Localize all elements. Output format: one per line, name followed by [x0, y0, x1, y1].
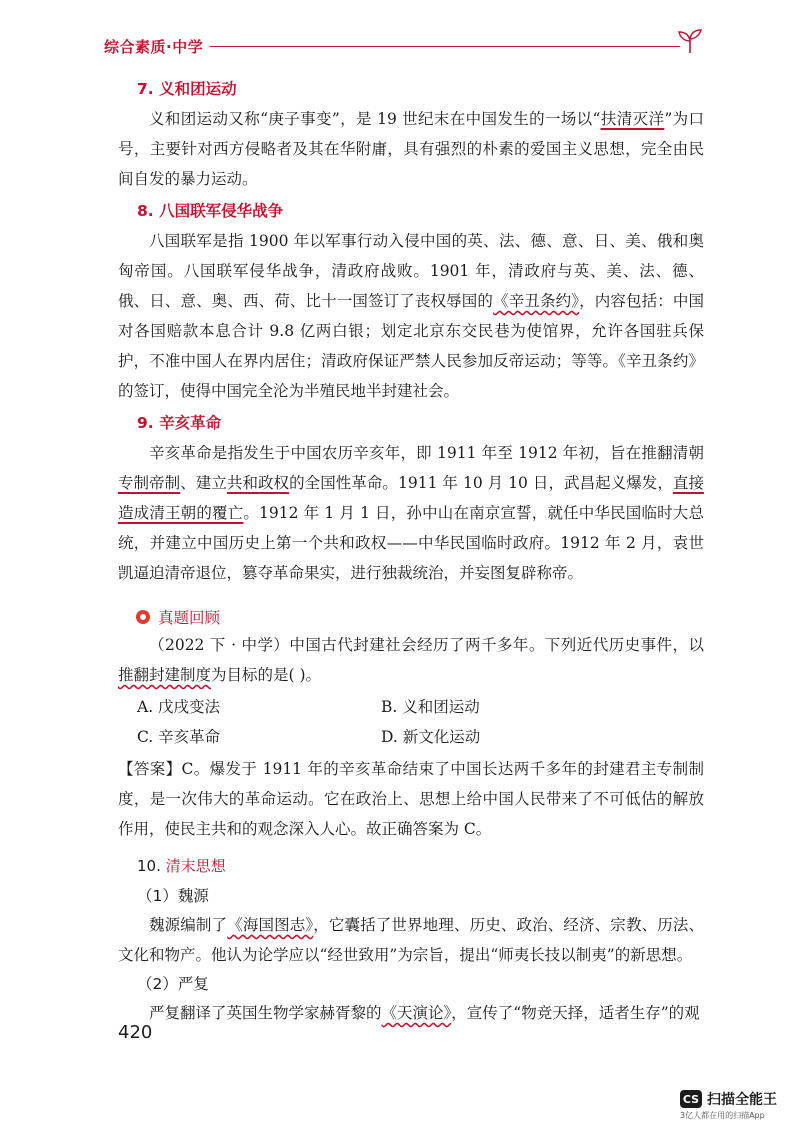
section-9-title: 9. 辛亥革命: [137, 414, 222, 432]
subsection-2-title: （2）严复: [137, 975, 209, 993]
scanner-app-name: 扫描全能王: [707, 1092, 777, 1108]
scanner-watermark: [680, 1089, 777, 1109]
subsection-1-paragraph: 魏源编制了《海国图志》，它囊括了世界地理、历史、政治、经济、宗教、历法、文化和物产。他认为论学应以“经世致用”为宗旨，提出“师夷长技以制夷”的新思想。: [118, 916, 704, 964]
option-c: C. 辛亥革命: [137, 728, 221, 746]
review-icon: [136, 610, 150, 624]
review-answer: 【答案】C。爆发于 1911 年的辛亥革命结束了中国长达两千多年的封建君主专制制度，是一次伟大的革命运动。它在政治上、思想上给中国人民带来了不可低估的解放作用，使民主共和的观念深入人心。故正确答案为 C。: [118, 760, 704, 838]
header-title: 综合素质·中学: [104, 38, 204, 56]
section-8-paragraph: 八国联军是指 1900 年以军事行动入侵中国的英、法、德、意、日、美、俄和奥匈帝国。八国联军侵华战争，清政府战败。1901 年，清政府与英、美、法、德、俄、日、意、奥、西、荷、比十一国签订了丧权辱国的《辛丑条约》，内容包括：中国对各国赔款本息合计 9.8 亿两白银；划定北京东交民巷为使馆界，允许各国驻兵保护，不准中国人在界内居住；清政府保证严禁人民参加反帝运动；等等。《辛丑条约》的签订，使得中国完全沦为半殖民地半封建社会。: [118, 232, 704, 400]
page-header: [104, 36, 704, 62]
option-b: B. 义和团运动: [381, 698, 480, 716]
section-10-title: 10. 清末思想: [137, 857, 226, 875]
sprout-icon: [676, 28, 704, 54]
page-number: 420: [118, 1022, 153, 1043]
answer-label: 【答案】: [118, 760, 182, 778]
review-question: （2022 下 · 中学）中国古代封建社会经历了两千多年。下列近代历史事件，以推翻封建制度为目标的是( )。: [118, 636, 704, 684]
subsection-1-title: （1）魏源: [137, 887, 209, 905]
section-8-title: 8. 八国联军侵华战争: [137, 202, 284, 220]
scanner-tagline: 3亿人都在用的扫描App: [680, 1111, 765, 1120]
review-label: 真题回顾: [158, 609, 221, 627]
subsection-2-paragraph: 严复翻译了英国生物学家赫胥黎的《天演论》，宣传了“物竞天择，适者生存”的观: [149, 1004, 700, 1022]
review-heading: [118, 606, 704, 628]
option-a: A. 戊戌变法: [137, 698, 221, 716]
page-content: [118, 78, 704, 1028]
option-d: D. 新文化运动: [381, 728, 481, 746]
section-9-paragraph: 辛亥革命是指发生于中国农历辛亥年，即 1911 年至 1912 年初，旨在推翻清朝专制帝制、建立共和政权的全国性革命。1911 年 10 月 10 日，武昌起义爆发，直接造成清王朝的覆亡。1912 年 1 月 1 日，孙中山在南京宣誓，就任中华民国临时大总统，并建立中国历史上第一个共和政权——中华民国临时政府。1912 年 2 月，袁世凯逼迫清帝退位，篡夺革命果实，进行独裁统治，并妄图复辟称帝。: [118, 444, 704, 582]
camscanner-logo-icon: CS: [680, 1090, 702, 1108]
section-7-title: 7. 义和团运动: [137, 80, 237, 98]
section-7-paragraph: 义和团运动又称“庚子事变”，是 19 世纪末在中国发生的一场以“扶清灭洋”为口号，主要针对西方侵略者及其在华附庸，具有强烈的朴素的爱国主义思想，完全由民间自发的暴力运动。: [118, 110, 704, 188]
review-options: [118, 692, 704, 752]
header-rule: [210, 46, 680, 47]
